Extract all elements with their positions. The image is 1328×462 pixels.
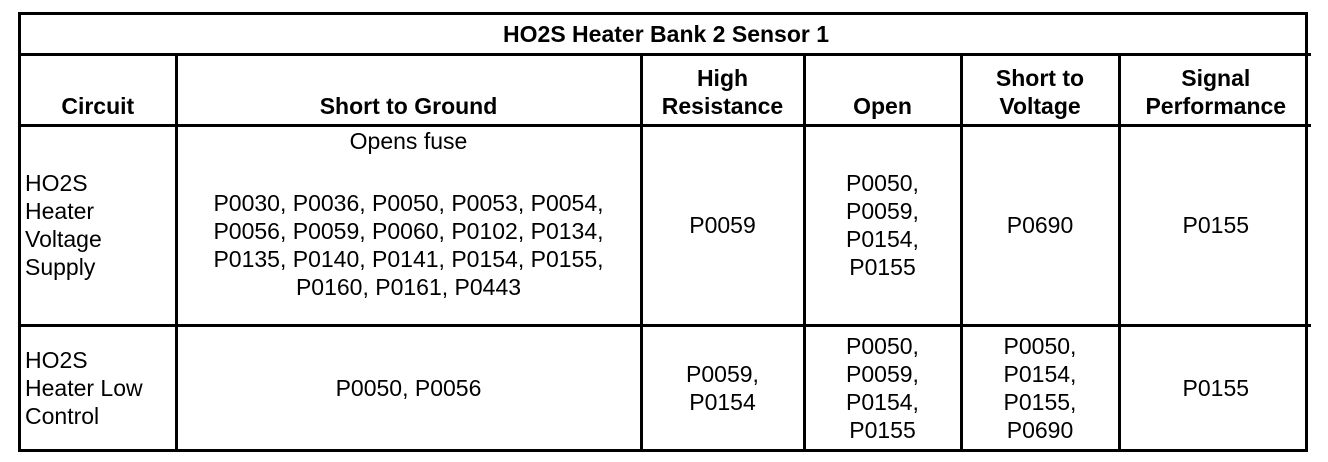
short-to-ground-cell [176, 126, 641, 325]
dtc-line: P0155 [1182, 212, 1250, 239]
circuit-line: Voltage [25, 226, 102, 253]
header-short-to-voltage-line2: Voltage [999, 93, 1081, 120]
title-row [21, 15, 1311, 55]
header-signal-performance-line1: Signal [1181, 65, 1251, 92]
circuit-line: Control [25, 402, 100, 429]
dtc-line: P0059, [846, 360, 919, 387]
high-resistance-cell [641, 325, 804, 449]
header-short-to-ground: Short to Ground [176, 55, 641, 126]
circuit-cell [21, 126, 176, 325]
circuit-line: Supply [25, 254, 96, 281]
signal-performance-cell [1119, 126, 1311, 325]
circuit-line: Heater [25, 198, 95, 225]
dtc-table-frame [18, 12, 1308, 452]
dtc-line: P0030, P0036, P0050, P0053, P0054, [213, 190, 604, 217]
circuit-cell [21, 325, 176, 449]
circuit-line: Heater Low [25, 374, 143, 401]
dtc-line: P0059 [689, 212, 756, 239]
header-high-resistance [641, 55, 804, 126]
opens-fuse-note: Opens fuse [349, 128, 468, 155]
header-signal-performance [1119, 55, 1311, 126]
dtc-line: P0059, [846, 198, 919, 225]
circuit-line: HO2S [25, 170, 88, 197]
dtc-line: P0155, [1003, 388, 1077, 415]
table-title: HO2S Heater Bank 2 Sensor 1 [21, 15, 1311, 55]
short-to-voltage-cell [961, 126, 1119, 325]
dtc-line: P0056, P0059, P0060, P0102, P0134, [213, 218, 604, 245]
dtc-line: P0050, [846, 170, 919, 197]
table-row [21, 126, 1311, 325]
header-short-to-voltage-line1: Short to [995, 65, 1085, 92]
header-circuit: Circuit [21, 55, 176, 126]
open-cell [804, 126, 961, 325]
header-open: Open [804, 55, 961, 126]
circuit-line: HO2S [25, 346, 88, 373]
header-high-resistance-line2: Resistance [661, 93, 784, 120]
short-to-ground-cell [176, 325, 641, 449]
dtc-line: P0135, P0140, P0141, P0154, P0155, [213, 246, 604, 273]
header-signal-performance-line2: Performance [1145, 93, 1287, 120]
header-row [21, 55, 1311, 126]
dtc-line: P0154, [846, 388, 919, 415]
dtc-line: P0059, [686, 360, 759, 387]
dtc-table [21, 15, 1311, 449]
signal-performance-cell [1119, 325, 1311, 449]
dtc-line: P0050, [846, 332, 919, 359]
header-short-to-voltage [961, 55, 1119, 126]
table-row [21, 325, 1311, 449]
open-cell [804, 325, 961, 449]
dtc-line: P0160, P0161, P0443 [295, 274, 522, 301]
high-resistance-cell [641, 126, 804, 325]
dtc-line: P0154, [1003, 360, 1077, 387]
dtc-line: P0154, [846, 226, 919, 253]
dtc-line: P0155 [849, 416, 916, 443]
dtc-line: P0690 [1006, 416, 1074, 443]
short-to-voltage-cell [961, 325, 1119, 449]
header-high-resistance-line1: High [696, 65, 749, 92]
dtc-line: P0155 [849, 254, 916, 281]
dtc-line: P0690 [1006, 212, 1074, 239]
dtc-line: P0155 [1182, 374, 1250, 401]
dtc-line: P0154 [689, 388, 756, 415]
dtc-line: P0050, P0056 [335, 374, 482, 401]
dtc-line: P0050, [1003, 332, 1077, 359]
